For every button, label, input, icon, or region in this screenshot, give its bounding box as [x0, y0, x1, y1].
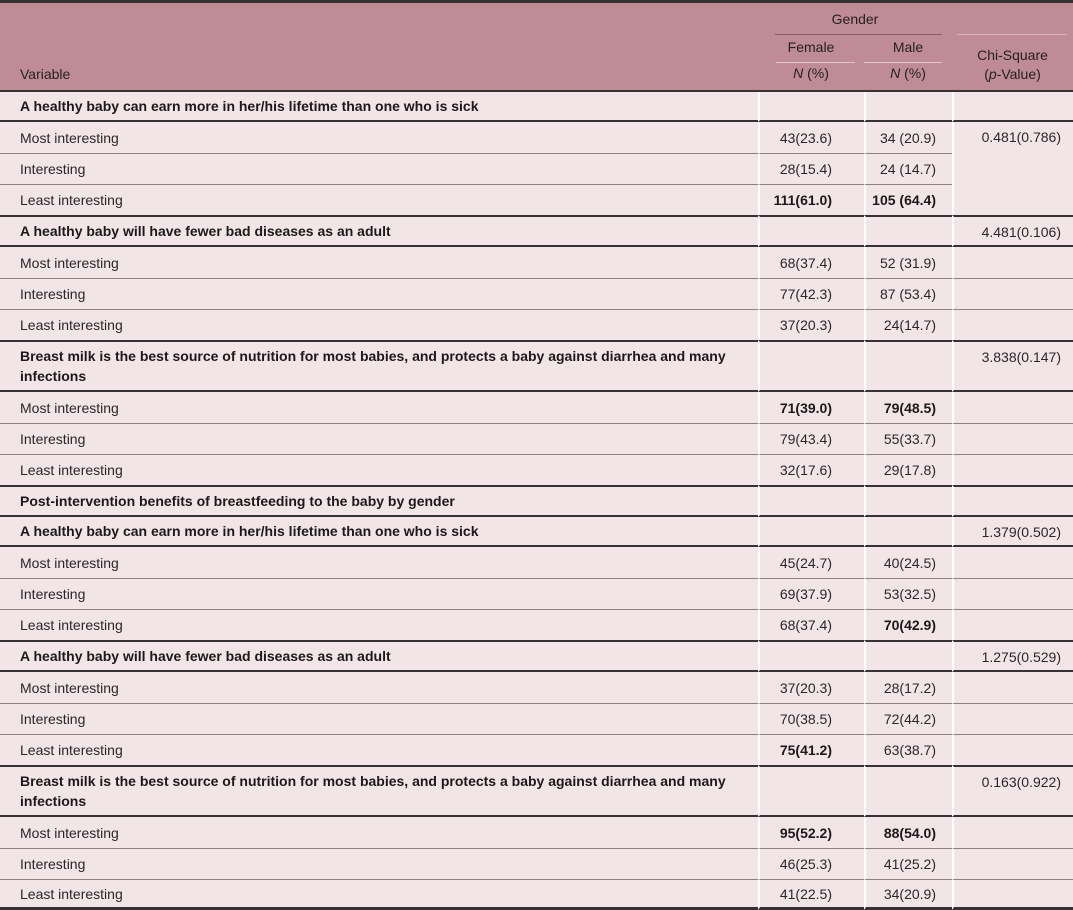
chi-square-cell: 0.163(0.922) [952, 765, 1073, 817]
chi-column-rule [957, 34, 1067, 35]
table-row [0, 578, 1073, 609]
row-label-cell: Interesting [0, 153, 758, 184]
female-cell-empty [758, 215, 864, 247]
female-value-cell: 37(20.3) [758, 672, 864, 703]
section-title-cell: A healthy baby can earn more in her/his lifetime than one who is sick [0, 92, 758, 122]
row-label-cell: Most interesting [0, 817, 758, 848]
chi-square-cell [952, 485, 1073, 517]
row-label-cell: Interesting [0, 278, 758, 309]
table-row [0, 423, 1073, 454]
male-value-cell [864, 392, 952, 423]
female-value-cell-bold-value: 71(39.0) [779, 399, 832, 416]
male-value-cell: 41(25.2) [864, 848, 952, 879]
male-value-cell: 24(14.7) [864, 309, 952, 340]
female-cell-empty [758, 92, 864, 122]
female-value-cell: 70(38.5) [758, 703, 864, 734]
table-row [0, 247, 1073, 278]
row-label-cell: Least interesting [0, 609, 758, 640]
column-header-chi-square: Chi-Square (p-Value) [977, 47, 1048, 82]
female-value-cell [758, 392, 864, 423]
chi-square-cell-empty [952, 423, 1073, 454]
table-row [0, 278, 1073, 309]
female-cell-empty [758, 765, 864, 817]
section-header-row [0, 215, 1073, 247]
table-row [0, 392, 1073, 423]
row-label-cell: Interesting [0, 703, 758, 734]
male-value-cell [864, 609, 952, 640]
male-value-cell [864, 184, 952, 215]
chi-square-cell: 1.379(0.502) [952, 517, 1073, 547]
row-label-cell: Most interesting [0, 672, 758, 703]
male-value-cell-bold-value: 70(42.9) [883, 617, 936, 633]
chi-square-cell-empty [952, 817, 1073, 848]
female-value-cell [758, 734, 864, 765]
male-value-cell [864, 817, 952, 848]
chi-square-cell-empty [952, 247, 1073, 278]
male-cell-empty [864, 92, 952, 122]
table-row [0, 454, 1073, 485]
section-header-row [0, 640, 1073, 672]
female-value-cell [758, 184, 864, 215]
female-cell-empty [758, 517, 864, 547]
chi-square-cell-empty [952, 578, 1073, 609]
table-row [0, 609, 1073, 640]
female-underline [776, 62, 855, 63]
chi-square-cell-empty [952, 703, 1073, 734]
section-title-cell: A healthy baby will have fewer bad diseases as an adult [0, 215, 758, 247]
column-header-female: Female [787, 39, 835, 55]
male-value-cell: 52 (31.9) [864, 247, 952, 278]
section-title-cell: A healthy baby can earn more in her/his lifetime than one who is sick [0, 517, 758, 547]
table-row [0, 879, 1073, 910]
row-label-cell: Least interesting [0, 184, 758, 215]
column-header-male: Male [892, 39, 924, 55]
female-value-cell-bold-value: 75(41.2) [779, 742, 832, 758]
female-value-cell: 45(24.7) [758, 547, 864, 578]
table-header [0, 0, 1073, 92]
table-row [0, 309, 1073, 340]
female-value-cell: 41(22.5) [758, 879, 864, 910]
male-value-cell: 34 (20.9) [864, 122, 952, 153]
table-row [0, 672, 1073, 703]
table-body [0, 92, 1073, 910]
female-value-cell: 37(20.3) [758, 309, 864, 340]
male-cell-empty [864, 215, 952, 247]
column-subheader-n-pct-female: N (%) [793, 65, 829, 81]
row-label-cell: Most interesting [0, 547, 758, 578]
male-underline [864, 62, 942, 63]
female-value-cell-bold-value: 95(52.2) [779, 824, 832, 841]
female-value-cell: 69(37.9) [758, 578, 864, 609]
section-header-row [0, 340, 1073, 392]
section-header-row [0, 92, 1073, 122]
chi-square-cell-empty [952, 609, 1073, 640]
female-value-cell-bold-value: 111(61.0) [773, 192, 832, 208]
row-label-cell: Least interesting [0, 734, 758, 765]
male-value-cell-bold-value: 105 (64.4) [872, 192, 936, 208]
chi-square-cell-empty [952, 879, 1073, 910]
chi-square-cell: 4.481(0.106) [952, 215, 1073, 247]
male-cell-empty [864, 517, 952, 547]
male-value-cell: 87 (53.4) [864, 278, 952, 309]
male-cell-empty [864, 340, 952, 392]
row-label-cell: Least interesting [0, 879, 758, 910]
table-row [0, 547, 1073, 578]
male-cell-empty [864, 485, 952, 517]
female-value-cell: 79(43.4) [758, 423, 864, 454]
male-value-cell: 40(24.5) [864, 547, 952, 578]
chi-square-cell: 3.838(0.147) [952, 340, 1073, 392]
chi-square-cell-empty [952, 278, 1073, 309]
row-label-cell: Interesting [0, 423, 758, 454]
female-cell-empty [758, 340, 864, 392]
section-header-row [0, 765, 1073, 817]
row-label-cell: Most interesting [0, 122, 758, 153]
column-subheader-n-pct-male: N (%) [890, 65, 926, 81]
chi-square-cell-empty [952, 672, 1073, 703]
male-value-cell: 28(17.2) [864, 672, 952, 703]
female-value-cell: 32(17.6) [758, 454, 864, 485]
row-label-cell: Interesting [0, 578, 758, 609]
chi-square-cell-empty [952, 734, 1073, 765]
male-value-cell-bold-value: 79(48.5) [883, 399, 936, 416]
female-value-cell: 43(23.6) [758, 122, 864, 153]
male-cell-empty [864, 765, 952, 817]
female-cell-empty [758, 485, 864, 517]
chi-square-cell: 0.481(0.786) [952, 122, 1073, 215]
male-value-cell-bold-value: 88(54.0) [883, 824, 936, 841]
gender-underline [775, 34, 942, 35]
chi-square-cell-empty [952, 454, 1073, 485]
chi-square-cell: 1.275(0.529) [952, 640, 1073, 672]
table-row [0, 848, 1073, 879]
row-label-cell: Most interesting [0, 392, 758, 423]
male-cell-empty [864, 640, 952, 672]
male-value-cell: 72(44.2) [864, 703, 952, 734]
table-row [0, 122, 1073, 153]
section-header-row [0, 485, 1073, 517]
section-title-cell: A healthy baby will have fewer bad diseases as an adult [0, 640, 758, 672]
row-label-cell: Least interesting [0, 309, 758, 340]
male-value-cell: 55(33.7) [864, 423, 952, 454]
table-row [0, 184, 1073, 215]
chi-square-cell [952, 92, 1073, 122]
column-header-gender: Gender [831, 11, 879, 27]
female-value-cell: 46(25.3) [758, 848, 864, 879]
chi-square-cell-empty [952, 392, 1073, 423]
male-value-cell: 24 (14.7) [864, 153, 952, 184]
section-header-row [0, 517, 1073, 547]
row-label-cell: Interesting [0, 848, 758, 879]
female-cell-empty [758, 640, 864, 672]
female-value-cell: 68(37.4) [758, 609, 864, 640]
table-row [0, 734, 1073, 765]
male-value-cell: 29(17.8) [864, 454, 952, 485]
male-value-cell: 63(38.7) [864, 734, 952, 765]
table-row [0, 153, 1073, 184]
table-row [0, 703, 1073, 734]
chi-square-cell-empty [952, 547, 1073, 578]
female-value-cell: 77(42.3) [758, 278, 864, 309]
row-label-cell: Most interesting [0, 247, 758, 278]
female-value-cell: 28(15.4) [758, 153, 864, 184]
female-value-cell [758, 817, 864, 848]
female-value-cell: 68(37.4) [758, 247, 864, 278]
row-label-cell: Least interesting [0, 454, 758, 485]
section-title-cell: Post-intervention benefits of breastfeeding to the baby by gender [0, 485, 758, 517]
chi-square-cell-empty [952, 848, 1073, 879]
chi-square-cell-empty [952, 309, 1073, 340]
column-header-variable: Variable [20, 66, 71, 82]
table-row [0, 817, 1073, 848]
section-title-cell: Breast milk is the best source of nutrition for most babies, and protects a baby against diarrhea and many infections [0, 340, 758, 392]
male-value-cell: 34(20.9) [864, 879, 952, 910]
male-value-cell: 53(32.5) [864, 578, 952, 609]
section-title-cell: Breast milk is the best source of nutrition for most babies, and protects a baby against diarrhea and many infections [0, 765, 758, 817]
